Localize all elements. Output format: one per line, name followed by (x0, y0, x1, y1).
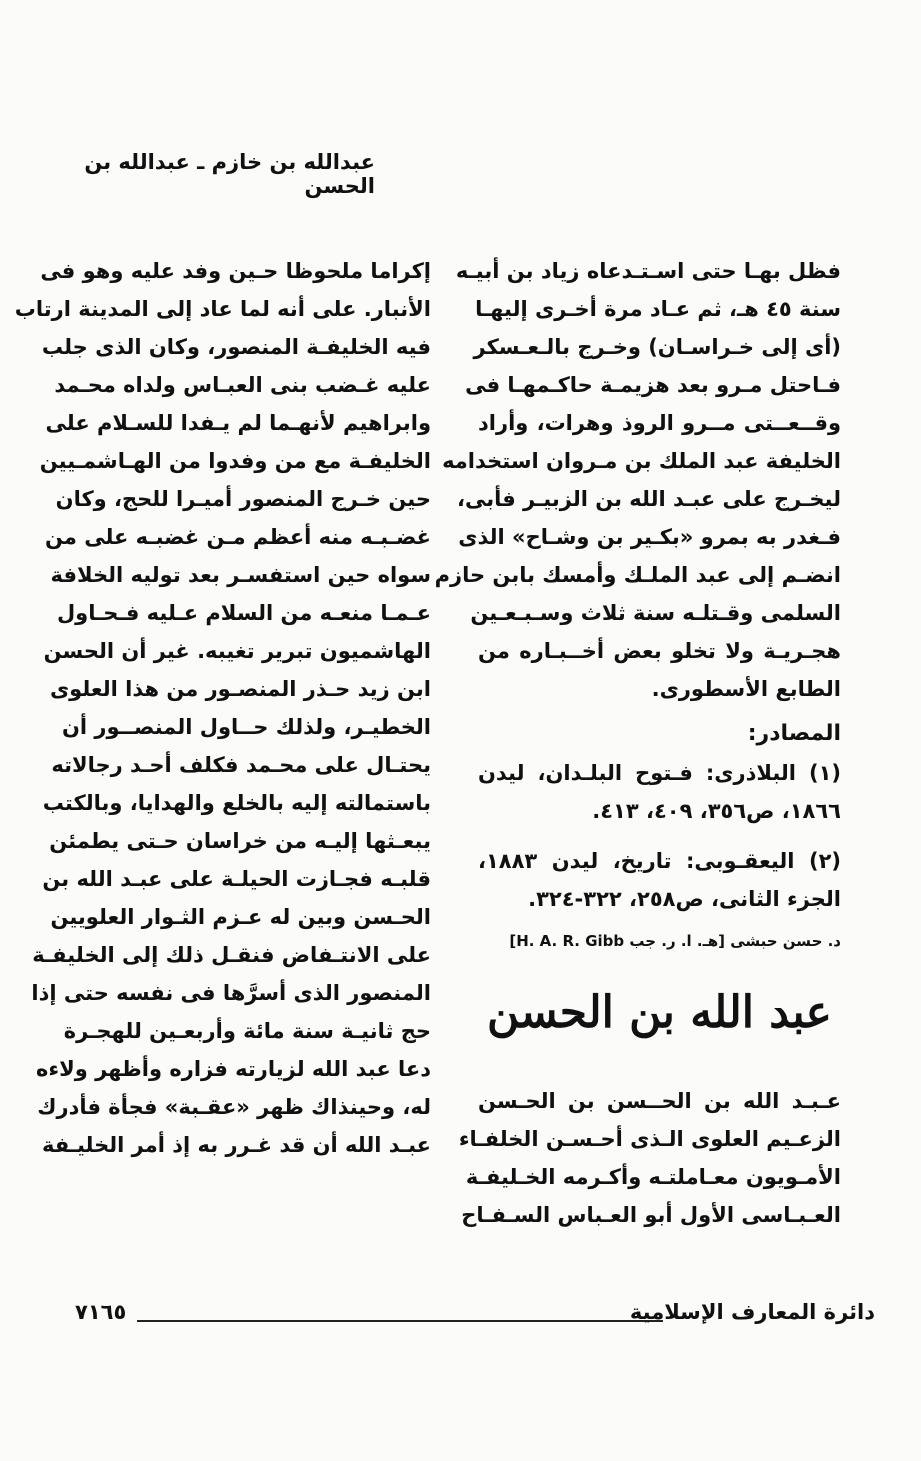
source-line: (٢) اليعقـوبى: تاريخ، ليدن ١٨٨٣، (478, 849, 841, 873)
body-line: ابن زيد حـذر المنصـور من هذا العلوى (49, 677, 431, 701)
body-line: دعا عبد الله لزيارته فزاره وأظهر ولاءه (35, 1057, 431, 1081)
page-footer (75, 1300, 875, 1330)
body-line: حج ثانيـة سنة مائة وأربعـين للهجـرة (63, 1019, 431, 1043)
body-line: فـغدر به بمرو «بكـير بن وشـاح» الذى (458, 525, 841, 549)
body-line: عـمـا منعـه من السلام عـليه فـحـاول (56, 601, 431, 625)
body-line: على الانتـفاض فنقـل ذلك إلى الخليفـة (32, 943, 431, 967)
source-line: الجزء الثانى، ص٢٥٨، ٣٢٢-٣٢٤. (528, 887, 841, 911)
body-line: فظل بهـا حتى اسـتـدعاه زياد بن أبيـه (455, 259, 841, 283)
sources-heading: المصادر: (747, 721, 841, 746)
spacer (478, 830, 841, 842)
body-line: له، وحينذاك ظهر «عقـبة» فجأة فأدرك (37, 1095, 431, 1119)
article-title: عبد الله بن الحسن (487, 987, 832, 1038)
body-line: عبـد الله أن قد غـرر به إذ أمر الخليـفة (41, 1133, 431, 1157)
body-line: ليخـرج على عبـد الله بن الزبيـر فأبى، (457, 487, 841, 511)
body-line: يحتـال على محـمد فكلف أحـد رجالاته (51, 753, 431, 777)
body-line: وقــعــتى مــرو الروذ وهرات، وأراد (478, 411, 841, 435)
running-header: عبدالله بن خازم ـ عبدالله بن الحسن (84, 150, 375, 198)
body-line: فـاحتل مـرو بعد هزيمـة حاكـمهـا فى (465, 373, 841, 397)
source-line: (١) البلاذرى: فـتوح البلـدان، ليدن (478, 761, 841, 785)
article-line: الزعـيم العلوى الـذى أحـسـن الخلفـاء (458, 1127, 841, 1151)
article-line: الأمـويون معـاملتـه وأكـرمه الخـليفـة (465, 1165, 841, 1189)
body-line: الخليفة عبد الملك بن مـروان استخدامه (442, 449, 841, 473)
article-line: العـبـاسى الأول أبو العـباس السـفـاح (461, 1203, 841, 1227)
footer-rule (137, 1320, 663, 1322)
contributor-credit: د. حسن حبشى [هـ. ا. ر. جب H. A. R. Gibb] (509, 932, 841, 950)
body-line: يبعـثها إليـه من خراسان حـتى يطمئن (49, 829, 431, 853)
body-line: وابراهيم لأنهـما لم يـفدا للسـلام على (45, 411, 431, 435)
body-line: الخطيـر، ولذلك حــاول المنصــور أن (61, 715, 431, 739)
right-column (434, 252, 841, 1234)
body-line: باستمالته إليه بالخلع والهدايا، وبالكتب (42, 791, 431, 815)
spacer (478, 1048, 841, 1082)
body-line: هجـريـة ولا تخلو بعض أخــبـاره من (478, 639, 841, 663)
body-line: إكراما ملحوظا حـين وفد عليه وهو فى (40, 259, 431, 283)
body-line: الهاشميون تبرير تغيبه. غير أن الحسن (43, 639, 431, 663)
page-number: ٧١٦٥ (75, 1300, 127, 1324)
body-line: الأنبار. على أنه لما عاد إلى المدينة ارتاب (14, 297, 431, 321)
body-line: السلمى وقـتلـه سنة ثلاث وسـبـعـين (470, 601, 841, 625)
body-line: سواه حين استفسـر بعد توليه الخلافة (50, 563, 431, 587)
body-line: سنة ٤٥ هـ، ثم عـاد مرة أخـرى إليهـا (475, 297, 841, 321)
left-column (14, 252, 431, 1164)
body-line: الطابع الأسطورى. (651, 677, 841, 701)
body-line: الحـسن وبين له عـزم الثـوار العلويين (50, 905, 431, 929)
body-line: عليه غـضب بنى العبـاس ولداه محـمد (54, 373, 431, 397)
article-line: عـبـد الله بن الحــسن بن الحـسن (478, 1089, 841, 1113)
body-line: انضـم إلى عبد الملـك وأمسك بابن حازم (434, 563, 841, 587)
body-line: الخليفـة مع من وفدوا من الهـاشمـيين (39, 449, 431, 473)
body-line: غضـبـه منه أعظم مـن غضبـه على من (44, 525, 431, 549)
body-line: فيه الخليفـة المنصور، وكان الذى جلب (41, 335, 431, 359)
body-line: (أى إلى خـراسـان) وخـرج بالـعـسكر (473, 335, 841, 359)
source-line: ١٨٦٦، ص٣٥٦، ٤٠٩، ٤١٣. (592, 799, 841, 823)
body-line: قلبـه فجـازت الحيلـة على عبـد الله بن (42, 867, 431, 891)
body-line: المنصور الذى أسرَّها فى نفسه حتى إذا (31, 981, 431, 1005)
body-line: حين خـرج المنصور أميـرا للحج، وكان (55, 487, 431, 511)
publication-title: دائرة المعارف الإسلامية (629, 1300, 875, 1324)
